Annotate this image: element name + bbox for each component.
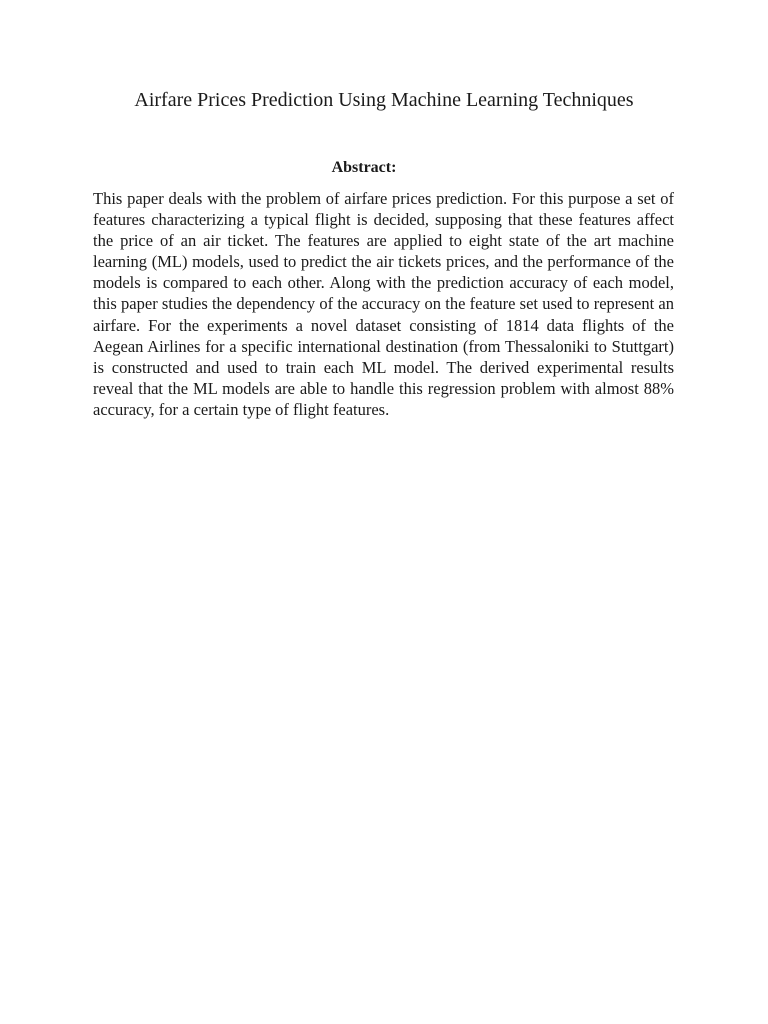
abstract-heading: Abstract: bbox=[331, 159, 397, 176]
abstract-text: This paper deals with the problem of airfare prices prediction. For this purpose a set of features characterizing a typical flight is decided, supposing that these features affect the price of an air ticket. The features are applied to eight state of the art machine learning (ML) models, used to predict the air tickets prices, and the performance of the models is compared to each other. Along with the prediction accuracy of each model, this paper studies the dependency of the accuracy on the feature set used to represent an airfare. For the experiments a novel dataset consisting of 1814 data flights of the Aegean Airlines for a specific international destination (from Thessaloniki to Stuttgart) is constructed and used to train each ML model. The derived experimental results reveal that the ML models are able to handle this regression problem with almost 88% accuracy, for a certain type of flight features. bbox=[93, 189, 674, 419]
paper-title: Airfare Prices Prediction Using Machine Learning Techniques bbox=[134, 89, 634, 111]
